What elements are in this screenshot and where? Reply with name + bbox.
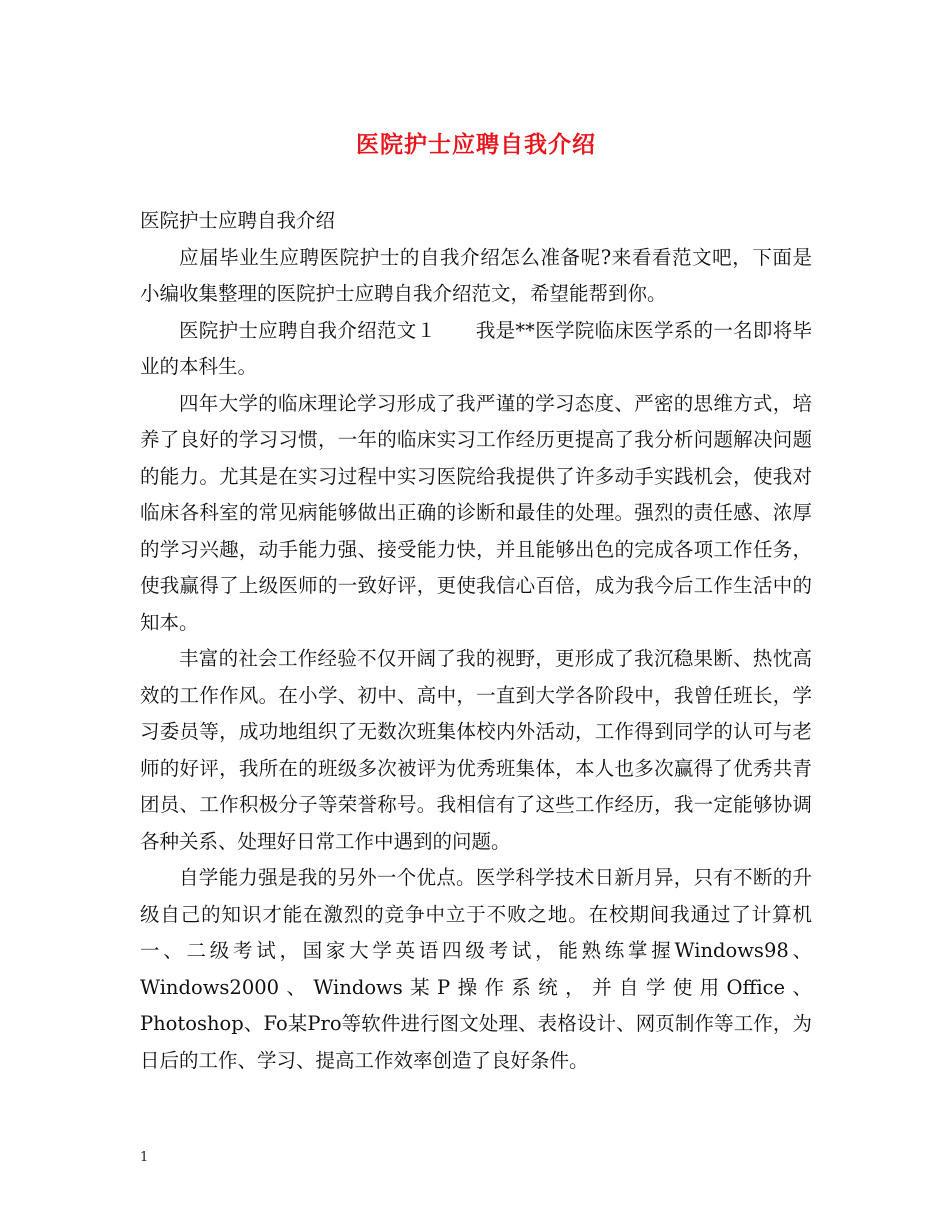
body-heading: 医院护士应聘自我介绍 (140, 209, 336, 232)
document-body (140, 203, 812, 1079)
study-paragraph: 四年大学的临床理论学习形成了我严谨的学习态度、严密的思维方式，培养了良好的学习习惯，一年的临床实习工作经历更提高了我分析问题解决问题的能力。尤其是在实习过程中实习医院给我提供了许多动手实践机会，使我对临床各科室的常见病能够做出正确的诊断和最佳的处理。强烈的责任感、浓厚的学习兴趣，动手能力强、接受能力快，并且能够出色的完成各项工作任务，使我赢得了上级医师的一致好评，更使我信心百倍，成为我今后工作生活中的知本。 (140, 391, 812, 634)
experience-paragraph: 丰富的社会工作经验不仅开阔了我的视野，更形成了我沉稳果断、热忱高效的工作作风。在小学、初中、高中，一直到大学各阶段中，我曾任班长，学习委员等，成功地组织了无数次班集体校内外活动，工作得到同学的认可与老师的好评，我所在的班级多次被评为优秀班集体，本人也多次赢得了优秀共青团员、工作积极分子等荣誉称号。我相信有了这些工作经历，我一定能够协调各种关系、处理好日常工作中遇到的问题。 (140, 647, 812, 853)
document-title: 医院护士应聘自我介绍 (356, 131, 596, 158)
page-number: 1 (140, 1150, 149, 1165)
intro-paragraph: 应届毕业生应聘医院护士的自我介绍怎么准备呢?来看看范文吧，下面是小编收集整理的医院护士应聘自我介绍范文，希望能帮到你。 (140, 245, 812, 305)
sample-intro-paragraph: 医院护士应聘自我介绍范文１ 我是**医学院临床医学系的一名即将毕业的本科生。 (140, 318, 812, 378)
self-study-paragraph: 自学能力强是我的另外一个优点。医学科学技术日新月异，只有不断的升级自己的知识才能在激烈的竞争中立于不败之地。在校期间我通过了计算机一、二级考试，国家大学英语四级考试，能熟练掌握Windows98、Windows2000、Windows某P操作系统，并自学使用Office、Photoshop、Fo某Pro等软件进行图文处理、表格设计、网页制作等工作，为日后的工作、学习、提高工作效率创造了良好条件。 (140, 866, 812, 1072)
